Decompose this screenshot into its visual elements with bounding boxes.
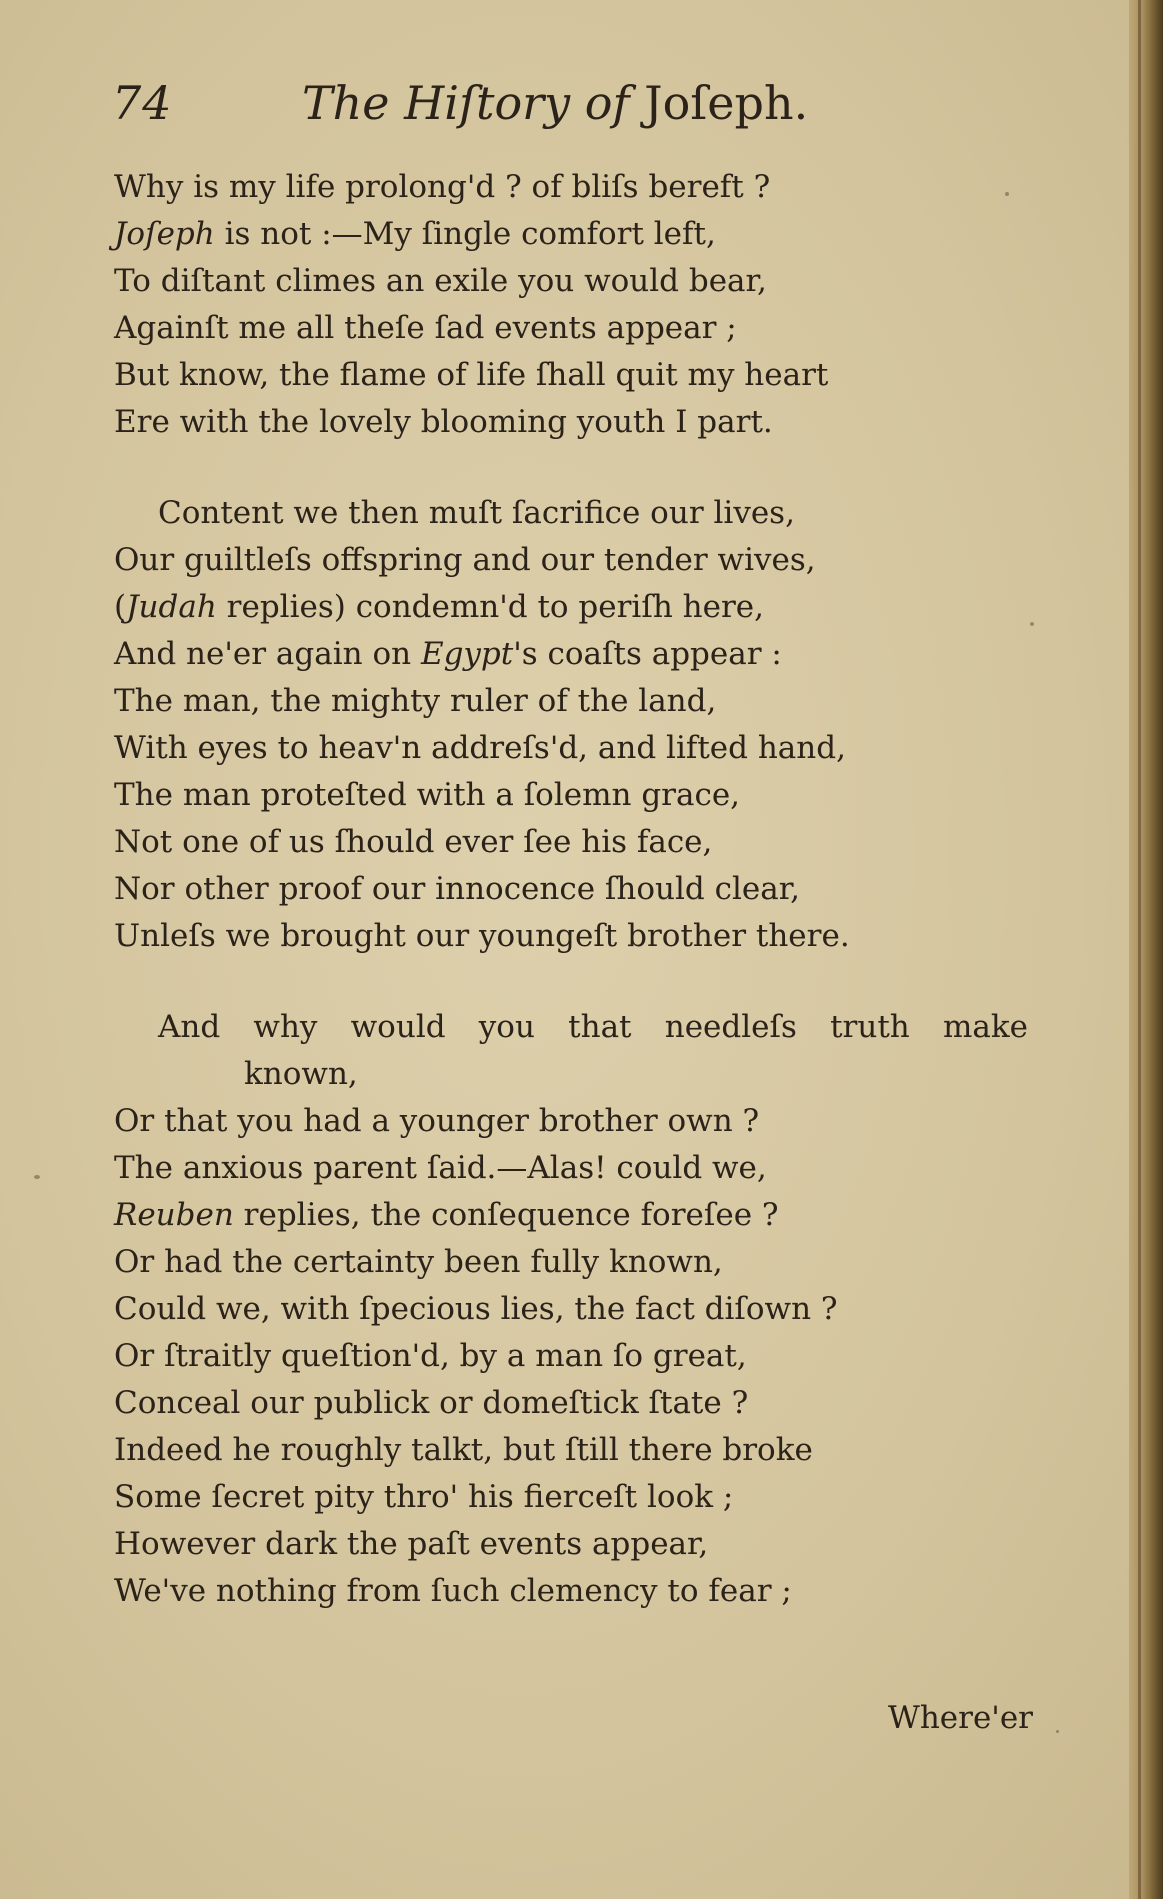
catchword: Where'er xyxy=(887,1700,1033,1736)
page-edge xyxy=(1129,0,1163,1899)
stanza-gap xyxy=(114,446,1034,490)
verse-text: The anxious parent ſaid.—Alas! could we, xyxy=(114,1150,767,1186)
verse-line xyxy=(114,258,1034,305)
verse-line xyxy=(114,866,1034,913)
verse-text: 's coaſts appear : xyxy=(513,636,782,672)
verse-line xyxy=(114,399,1034,446)
verse-line xyxy=(114,1239,1034,1286)
verse-line xyxy=(114,1192,1034,1239)
running-title xyxy=(302,76,808,130)
poem-text xyxy=(114,164,1034,1615)
verse-text: However dark the paſt events appear, xyxy=(114,1526,709,1562)
verse-text: And why would you that needleſs truth make xyxy=(158,1009,1028,1045)
page-number: 74 xyxy=(112,76,173,130)
page-header xyxy=(112,76,932,146)
verse-line xyxy=(114,1051,1034,1098)
verse-text: Conceal our publick or domeſtick ſtate ? xyxy=(114,1385,749,1421)
verse-text: We've nothing from ſuch clemency to fear ; xyxy=(114,1573,792,1609)
verse-line xyxy=(114,772,1034,819)
verse-text: is not :—My ſingle comfort left, xyxy=(214,216,716,252)
verse-line xyxy=(114,305,1034,352)
verse-line xyxy=(114,678,1034,725)
running-title-name: Joſeph. xyxy=(644,76,809,130)
paper-speck xyxy=(34,1175,40,1179)
verse-line xyxy=(114,1521,1034,1568)
verse-line xyxy=(114,1333,1034,1380)
verse-text: known, xyxy=(244,1056,358,1092)
verse-line xyxy=(114,537,1034,584)
verse-text: Or had the certainty been fully known, xyxy=(114,1244,723,1280)
verse-text: And ne'er again on xyxy=(114,636,421,672)
verse-text: The man proteſted with a ſolemn grace, xyxy=(114,777,741,813)
verse-line xyxy=(114,211,1034,258)
verse-line xyxy=(114,352,1034,399)
verse-line xyxy=(114,1427,1034,1474)
running-title-italic: The Hiſtory of xyxy=(302,76,645,130)
verse-text: Not one of us ſhould ever ſee his face, xyxy=(114,824,713,860)
verse-line xyxy=(114,631,1034,678)
italic-name: Judah xyxy=(126,589,217,625)
page-edge-shadow xyxy=(1138,0,1141,1899)
verse-line xyxy=(114,584,1034,631)
verse-line xyxy=(114,1474,1034,1521)
verse-line xyxy=(114,1004,1028,1051)
verse-line xyxy=(114,1568,1034,1615)
verse-line xyxy=(114,164,1034,211)
verse-text: ( xyxy=(114,589,127,625)
verse-text: With eyes to heav'n addreſs'd, and lifted hand, xyxy=(114,730,846,766)
verse-line xyxy=(114,1286,1034,1333)
verse-text: To diſtant climes an exile you would bear, xyxy=(114,263,767,299)
verse-text: Could we, with ſpecious lies, the fact diſown ? xyxy=(114,1291,838,1327)
verse-line xyxy=(114,913,1034,960)
verse-text: Content we then muſt ſacrifice our lives, xyxy=(158,495,795,531)
verse-text: replies, the conſequence foreſee ? xyxy=(233,1197,779,1233)
verse-line xyxy=(114,490,1034,537)
verse-text: replies) condemn'd to periſh here, xyxy=(216,589,764,625)
verse-text: Or ſtraitly queſtion'd, by a man ſo great, xyxy=(114,1338,747,1374)
verse-line xyxy=(114,1145,1034,1192)
verse-text: Or that you had a younger brother own ? xyxy=(114,1103,760,1139)
italic-name: Egypt xyxy=(420,636,514,672)
verse-line xyxy=(114,725,1034,772)
italic-name: Joſeph xyxy=(114,216,215,252)
verse-text: Nor other proof our innocence ſhould clear, xyxy=(114,871,800,907)
paper-speck xyxy=(1056,1730,1059,1733)
stanza-gap xyxy=(114,960,1034,1004)
verse-line xyxy=(114,1098,1034,1145)
verse-text: Some ſecret pity thro' his fierceſt look ; xyxy=(114,1479,734,1515)
verse-line xyxy=(114,819,1034,866)
verse-text: Indeed he roughly talkt, but ſtill there broke xyxy=(114,1432,813,1468)
verse-text: Why is my life prolong'd ? of bliſs bereft ? xyxy=(114,169,771,205)
verse-text: Unleſs we brought our youngeſt brother there. xyxy=(114,918,850,954)
verse-text: The man, the mighty ruler of the land, xyxy=(114,683,717,719)
verse-line xyxy=(114,1380,1034,1427)
verse-text: Againſt me all theſe ſad events appear ; xyxy=(114,310,737,346)
verse-text: But know, the flame of life ſhall quit my heart xyxy=(114,357,829,393)
verse-text: Our guiltleſs offspring and our tender wives, xyxy=(114,542,816,578)
italic-name: Reuben xyxy=(114,1197,234,1233)
verse-text: Ere with the lovely blooming youth I part. xyxy=(114,404,773,440)
